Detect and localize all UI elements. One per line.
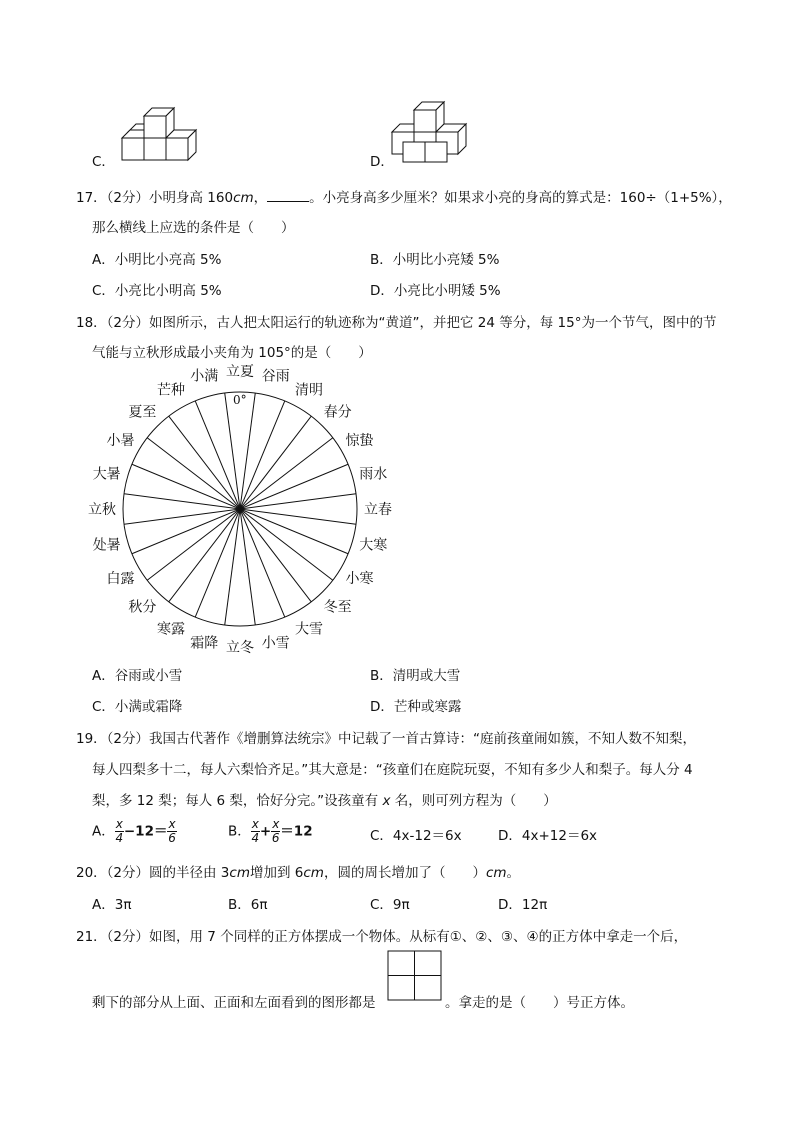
solar-term-label: 芒种: [157, 382, 185, 399]
q17-option-a[interactable]: A．小明比小亮高 5%: [92, 252, 222, 268]
solar-term-label: 大暑: [92, 466, 121, 483]
solar-term-label: 立秋: [88, 502, 116, 518]
q19-option-a-minus: −12＝: [123, 823, 168, 840]
solar-term-label: 白露: [106, 571, 135, 587]
q18-option-a[interactable]: A．谷雨或小雪: [92, 668, 183, 684]
solar-term-label: 立冬: [226, 640, 254, 654]
q19-option-a-label: A．: [92, 823, 115, 840]
q18-option-c[interactable]: C．小满或霜降: [92, 699, 183, 715]
solar-term-label: 冬至: [323, 599, 352, 616]
solar-term-label: 惊蛰: [345, 433, 374, 449]
q19-option-b-plus: +: [259, 823, 272, 840]
q18-stem-line1: 18．（2分）如图所示，古人把太阳运行的轨迹称为“黄道”，并把它 24 等分，每 15°为一个节气，图中的节: [76, 315, 717, 331]
zero-degree-label: 0°: [233, 393, 247, 407]
q20-option-b[interactable]: B．6π: [228, 897, 268, 913]
q17-stem-part1: 17．（2分）小明身高 160: [76, 190, 234, 206]
solar-term-label: 春分: [323, 404, 352, 421]
q20-unit-3: cm: [485, 865, 507, 881]
q17-option-c[interactable]: C．小亮比小明高 5%: [92, 283, 222, 299]
solar-term-label: 谷雨: [261, 368, 290, 385]
solar-term-label: 立春: [364, 502, 392, 518]
solar-term-label: 小寒: [345, 571, 374, 587]
q19-option-a-frac1: $\frac{x}{4}$: [115, 817, 124, 845]
q19-option-b-frac1: $\frac{x}{4}$: [251, 817, 260, 845]
solar-term-label: 寒露: [157, 621, 185, 638]
q19-option-d[interactable]: D．4x+12＝6x: [498, 828, 598, 844]
solar-term-label: 大雪: [295, 621, 323, 638]
solar-term-label: 大寒: [359, 537, 388, 554]
q18-stem-line2: 气能与立秋形成最小夹角为 105°的是（ ）: [92, 345, 372, 361]
q21-stem-line2-b: 。拿走的是（ ）号正方体。: [445, 995, 634, 1011]
q17-stem-part3: 。小亮身高多少厘米？如果求小亮的身高的算式是：160÷（1+5%），: [309, 190, 732, 206]
q21-stem-line2-a: 剩下的部分从上面、正面和左面看到的图形都是: [92, 995, 376, 1011]
q19-option-b-label: B．: [228, 823, 251, 840]
q16-option-c-label[interactable]: C．: [92, 154, 115, 170]
solar-term-label: 立夏: [226, 364, 254, 380]
q20-option-a[interactable]: A．3π: [92, 897, 132, 913]
q18-option-d[interactable]: D．芒种或寒露: [370, 699, 462, 715]
q21-view-grid-figure: [387, 950, 443, 1002]
q20-stem-c: ，圆的周长增加了（ ）: [323, 865, 486, 881]
q19-option-c[interactable]: C．4x-12＝6x: [370, 828, 462, 844]
q16-option-c-cube-figure: [112, 100, 202, 166]
solar-term-label: 处暑: [92, 537, 121, 554]
solar-term-label: 夏至: [128, 404, 157, 421]
solar-term-label: 雨水: [359, 466, 388, 483]
q19-option-b-eq: ＝12: [280, 823, 313, 840]
q19-option-b-frac2: $\frac{x}{6}$: [271, 817, 280, 845]
q19-variable: x: [382, 793, 391, 809]
q20-stem-a: 20．（2分）圆的半径由 3: [76, 865, 230, 881]
q20-stem-b: 增加到 6: [249, 865, 304, 881]
q19-stem-line3: [92, 789, 557, 809]
q19-stem-line3-a: 梨，多 12 梨；每人 6 梨，恰好分完。”设孩童有: [92, 793, 383, 809]
q17-stem-line2: 那么横线上应选的条件是（ ）: [92, 220, 295, 236]
q18-option-b[interactable]: B．清明或大雪: [370, 668, 461, 684]
q17-unit: cm: [233, 190, 254, 206]
q16-option-d-label[interactable]: D．: [370, 154, 394, 170]
q19-stem-line2: 每人四梨多十二，每人六梨恰齐足。”其大意是：“孩童们在庭院玩耍，不知有多少人和梨子。每人分 4: [92, 762, 693, 778]
q20-stem: [76, 861, 520, 881]
q19-option-a-frac2: $\frac{x}{6}$: [168, 817, 176, 845]
q17-option-d[interactable]: D．小亮比小明矮 5%: [370, 283, 501, 299]
solar-terms-wheel-diagram: [86, 364, 406, 654]
q17-stem-part2: ，: [253, 190, 268, 206]
q21-stem-line2: [92, 991, 376, 1011]
q21-stem-line1: 21．（2分）如图，用 7 个同样的正方体摆成一个物体。从标有①、②、③、④的正方体中拿走一个后，: [76, 929, 688, 945]
q19-stem-line3-b: 名，则可列方程为（ ）: [390, 793, 557, 809]
q17-stem-line1: [76, 186, 732, 206]
q20-option-d[interactable]: D．12π: [498, 897, 548, 913]
q19-option-b[interactable]: [228, 818, 313, 845]
q20-unit-1: cm: [229, 865, 250, 881]
solar-term-label: 霜降: [190, 635, 219, 652]
q20-option-c[interactable]: C．9π: [370, 897, 410, 913]
solar-term-label: 秋分: [128, 599, 157, 616]
solar-term-label: 清明: [295, 382, 323, 399]
q19-option-a[interactable]: [92, 818, 177, 845]
q17-option-b[interactable]: B．小明比小亮矮 5%: [370, 252, 500, 268]
q16-option-d-cube-figure: [388, 98, 478, 164]
q19-stem-line1: 19．（2分）我国古代著作《增删算法统宗》中记载了一首古算诗：“庭前孩童闹如簇，不知人数不知梨，: [76, 731, 697, 747]
q20-unit-2: cm: [303, 865, 324, 881]
solar-term-label: 小暑: [106, 433, 135, 449]
q20-stem-d: 。: [506, 865, 521, 881]
solar-term-label: 小雪: [261, 635, 290, 652]
solar-term-label: 小满: [190, 368, 219, 385]
q17-answer-blank[interactable]: [267, 189, 309, 202]
